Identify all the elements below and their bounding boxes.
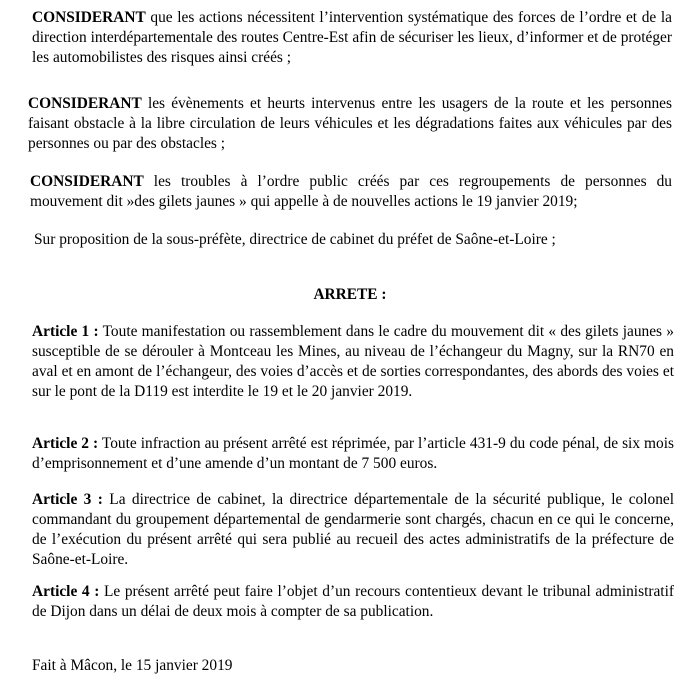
article-4 xyxy=(32,582,674,622)
article-text: Toute manifestation ou rassemblement dans le cadre du mouvement dit « des gilets jaunes » susceptible de se dérouler à Montceau les Mines, au niveau de l’échangeur du Magny, sur la RN70 en aval et en amont de l’échangeur, des voies d’accès et de sorties correspondantes, des abords des voies et sur le pont de la D119 est interdite le 19 et le 20 janvier 2019. xyxy=(32,323,674,400)
article-text: Toute infraction au présent arrêté est réprimée, par l’article 431-9 du code pénal, de six mois d’emprisonnement et d’une amende d’un montant de 7 500 euros. xyxy=(32,435,674,472)
considerant-1 xyxy=(32,8,672,68)
article-text: Le présent arrêté peut faire l’objet d’un recours contentieux devant le tribunal administratif de Dijon dans un délai de deux mois à compter de sa publication. xyxy=(32,583,674,620)
article-label: Article 4 : xyxy=(32,583,100,600)
considerant-keyword: CONSIDERANT xyxy=(30,173,144,190)
considerant-3 xyxy=(30,172,672,212)
considerant-keyword: CONSIDERANT xyxy=(28,95,142,112)
considerant-text: les évènements et heurts intervenus entre les usagers de la route et les personnes faisant obstacle à la libre circulation de leurs véhicules et les dégradations faites aux véhicules par des personnes ou par des obstacles ; xyxy=(28,95,672,152)
signature-line: Fait à Mâcon, le 15 janvier 2019 xyxy=(32,657,233,674)
article-label: Article 1 : xyxy=(32,323,99,340)
article-label: Article 2 : xyxy=(32,435,99,452)
article-1 xyxy=(32,322,674,402)
considerant-2 xyxy=(28,94,672,154)
proposition-text: Sur proposition de la sous-préfète, directrice de cabinet du préfet de Saône-et-Loire ; xyxy=(34,231,556,248)
article-label: Article 3 : xyxy=(32,491,103,508)
considerant-text: que les actions nécessitent l’intervention systématique des forces de l’ordre et de la direction interdépartementale des routes Centre-Est afin de sécuriser les lieux, d’informer et de protéger les automobilistes des risques ainsi créés ; xyxy=(32,9,672,66)
article-text: La directrice de cabinet, la directrice départementale de la sécurité publique, le colonel commandant du groupement départemental de gendarmerie sont chargés, chacun en ce qui le concerne, de l’exécution du présent arrêté qui sera publié au recueil des actes administratifs de la préfecture de Saône-et-Loire. xyxy=(32,491,674,568)
arrete-heading: ARRETE : xyxy=(313,286,387,303)
considerant-text: les troubles à l’ordre public créés par ces regroupements de personnes du mouvement dit »des gilets jaunes » qui appelle à de nouvelles actions le 19 janvier 2019; xyxy=(30,173,672,210)
considerant-keyword: CONSIDERANT xyxy=(32,9,146,26)
article-3 xyxy=(32,490,674,570)
article-2 xyxy=(32,434,674,474)
